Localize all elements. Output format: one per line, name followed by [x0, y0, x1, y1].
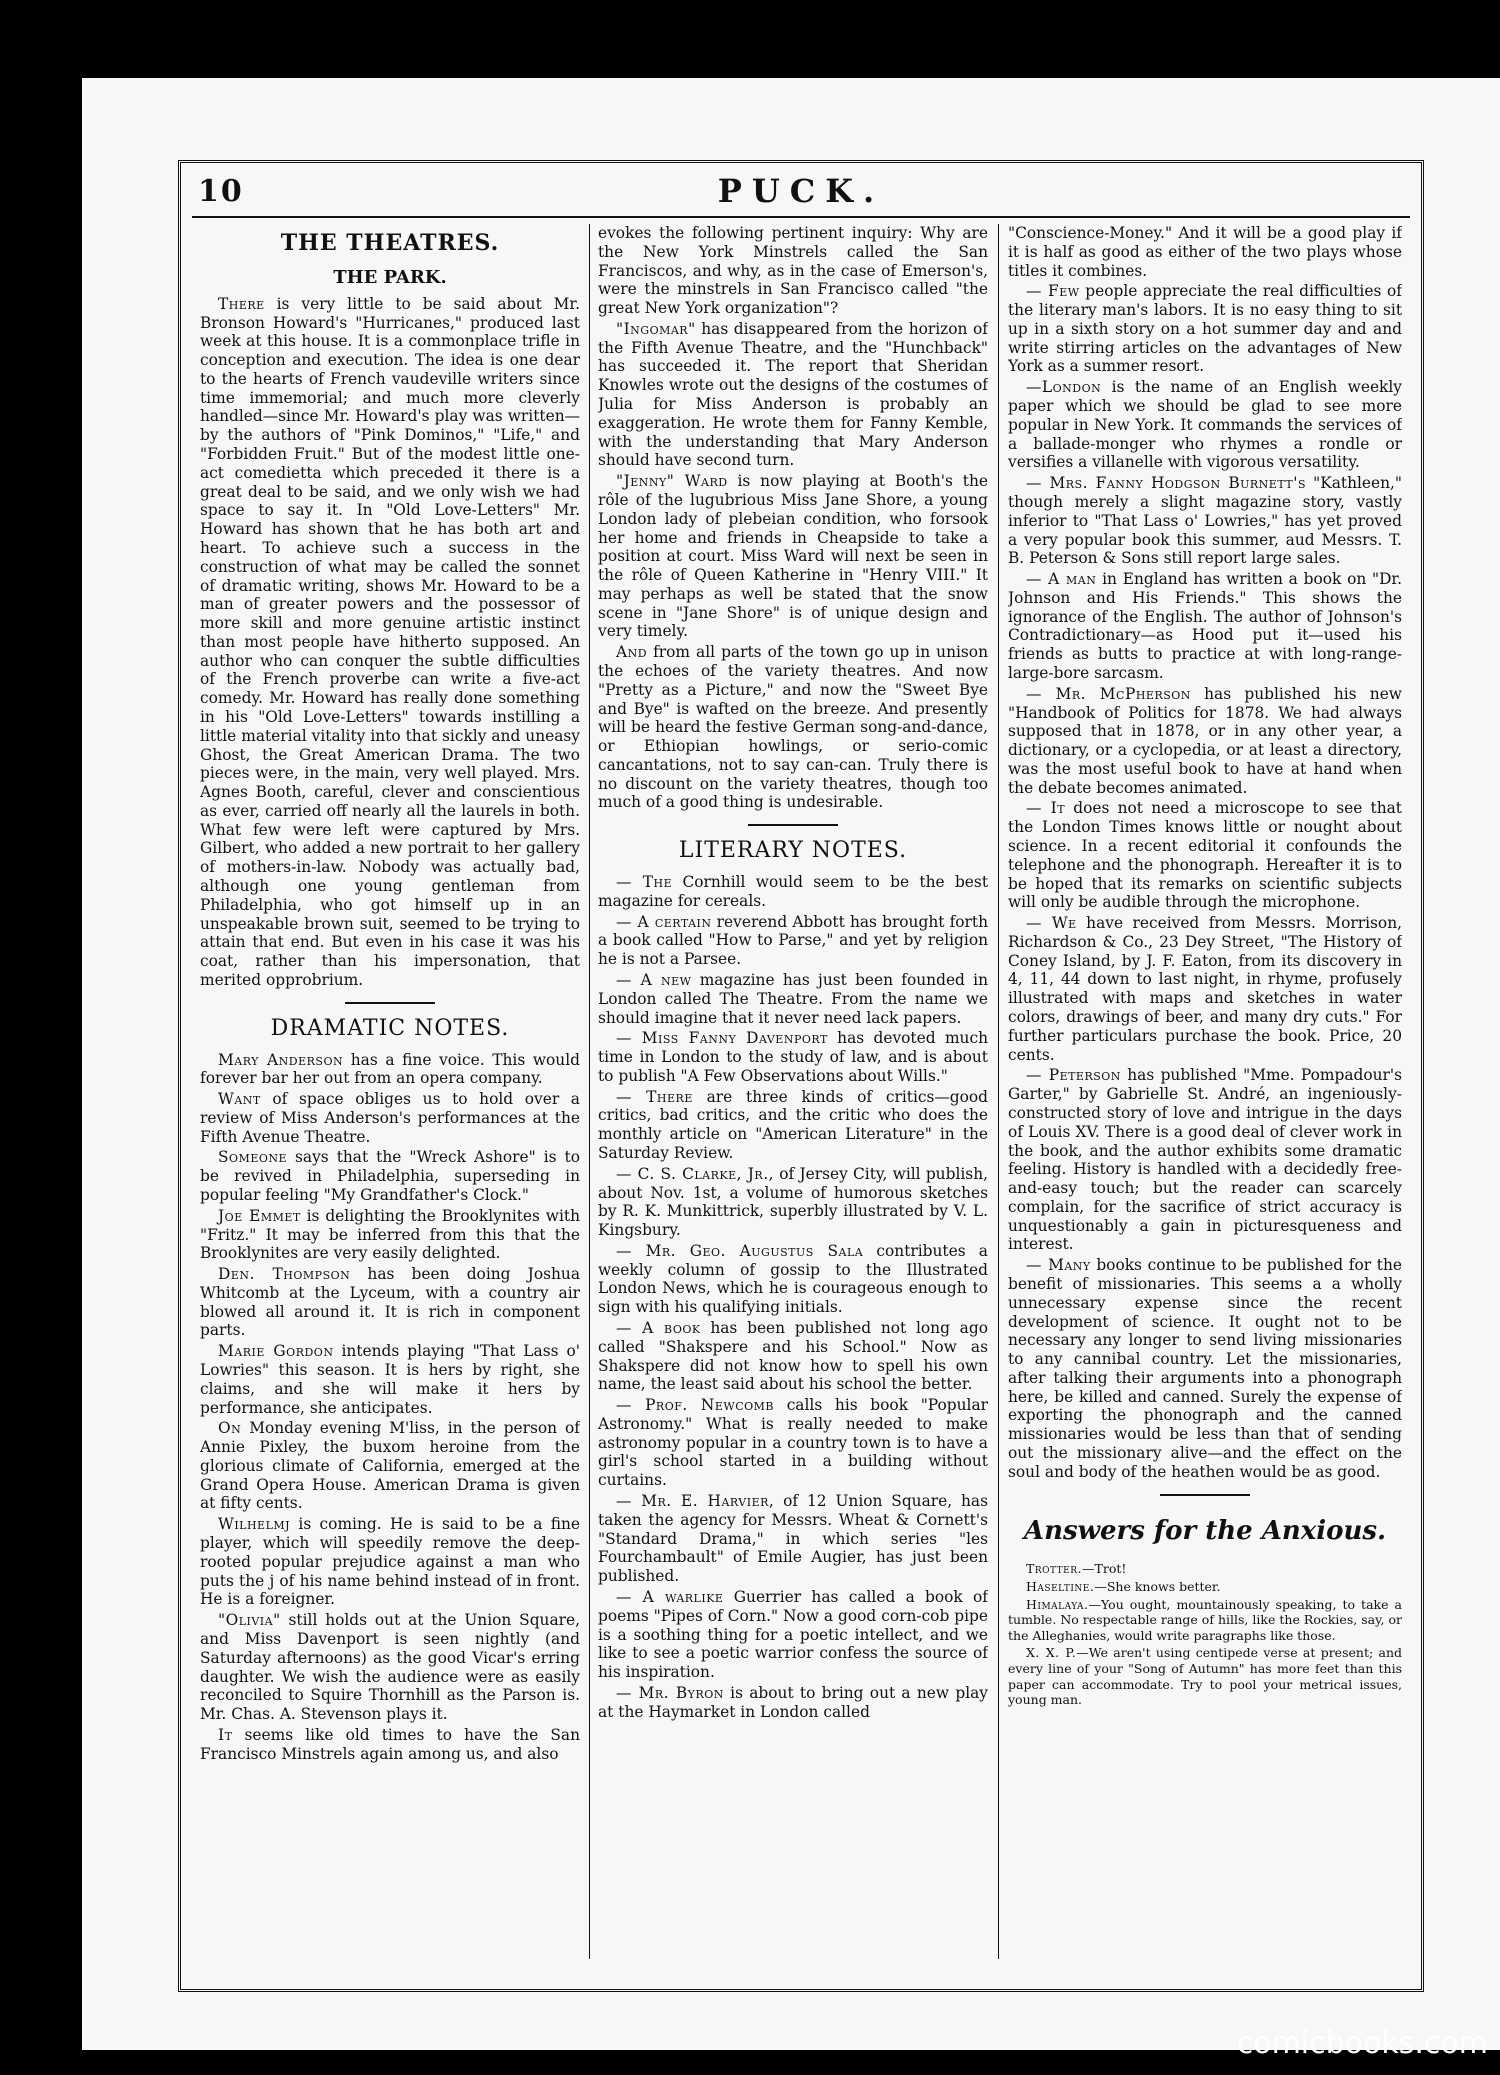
note-paragraph [200, 1207, 580, 1263]
paragraph-text: from all parts of the town go up in unison the echoes of the variety theatres. And now "Pretty as a Picture," and now the "Sweet Bye and Bye" is wafted on the breeze. And presently will be heard the festive German song-and-dance, or Ethiopian howlings, or serio-comic cancantations, not to say can-can. Truly there is no discount on the variety theatres, though too much of a good thing is undesirable. [598, 643, 988, 812]
lead-word: Want [218, 1090, 261, 1109]
note-text: calls his book "Popular Astronomy." What is really needed to make astronomy popular in a country town is to have a girl's school started in a building without curtains. [598, 1396, 988, 1490]
lead-word: — Prof. Newcomb [616, 1396, 775, 1415]
lead-word: — It [1026, 799, 1066, 818]
paragraph-text: is the name of an English weekly paper which we should be glad to see more popular in New York. It commands the services of a ballade-monger who rhymes a rondle or versifies a villanelle with vigorous versatility. [1008, 378, 1402, 472]
note-paragraph [598, 1492, 988, 1586]
answer-name: Trotter. [1026, 1561, 1082, 1577]
note-paragraph [1008, 570, 1402, 683]
column-3 [1008, 224, 1402, 1959]
note-paragraph [598, 320, 988, 470]
column-1 [200, 224, 580, 1959]
note-paragraph [200, 1148, 580, 1204]
answer-item [1008, 1579, 1402, 1595]
answer-name: Himalaya. [1026, 1596, 1089, 1612]
note-paragraph [200, 1611, 580, 1724]
note-paragraph [1008, 1256, 1402, 1481]
column-divider [998, 224, 999, 1959]
lead-word: — Mrs. Fanny Hodgson Burnett's [1026, 474, 1306, 493]
paragraph-text: in England has written a book on "Dr. Johnson and His Friends." This shows the ignorance of the English. The author of Johnson's Contradictionary—as Hood put it—used his friends as butts to practice at with long-range-large-bore sarcasm. [1008, 570, 1402, 682]
note-text: intends playing "That Lass o' Lowries" this season. It is hers by right, she claims, and she will make it hers by performance, she anticipates. [200, 1342, 580, 1417]
note-paragraph [598, 472, 988, 641]
note-paragraph [598, 971, 988, 1027]
note-paragraph [598, 1396, 988, 1490]
lead-word: — The [616, 873, 673, 892]
lead-word: — Many [1026, 1256, 1091, 1275]
note-text: is coming. He is said to be a fine player, which will speedily remove the deep-rooted popular prejudice against a man who puts the j of his name behind instead of in front. He is a foreigner. [200, 1515, 580, 1609]
note-text: magazine has just been founded in London called The Theatre. From the name we should imagine that it never need lack papers. [598, 970, 988, 1027]
lead-word: — Mr. Byron [616, 1683, 724, 1702]
note-text: is about to bring out a new play at the Haymarket in London called [598, 1683, 988, 1721]
note-paragraph [1008, 474, 1402, 568]
lead-word: — A man [1026, 570, 1097, 589]
answer-item [1008, 1597, 1402, 1644]
paragraph-text: books continue to be published for the benefit of missionaries. This seems a a wholly unnecessary expense since the recent development of science. It ought not to be necessary any longer to send living missionaries to any cannibal country. Let the missionaries, after talking their arguments into a phonograph here, be killed and canned. Surely the expense of exporting the phonograph and the canned missionaries would be less than that of sending out the missionary alive—and the effect on the soul and body of the heathen would be as good. [1008, 1256, 1402, 1481]
note-paragraph [200, 1090, 580, 1146]
lead-word: And [616, 643, 648, 662]
answers-heading: Answers for the Anxious. [1023, 1515, 1387, 1546]
paragraph-text: "Kathleen," though merely a slight magazine story, vastly inferior to "That Lass o' Lowries," has yet proved a very popular book this summer, aud Messrs. T. B. Peterson & Sons still report large sales. [1008, 474, 1402, 568]
note-text: seems like old times to have the San Francisco Minstrels again among us, and also [200, 1725, 580, 1763]
note-text: reverend Abbott has brought forth a book called "How to Parse," and yet by religion he is not a Parsee. [598, 912, 988, 969]
park-heading: THE PARK. [333, 266, 447, 288]
note-paragraph [1008, 378, 1402, 472]
lead-word: — There [616, 1087, 693, 1106]
section-separator [1160, 1494, 1250, 1496]
answer-name: Haseltine. [1026, 1578, 1095, 1594]
note-paragraph [200, 1342, 580, 1417]
park-article [200, 295, 580, 990]
lead-word: —London [1026, 378, 1102, 397]
answer-item [1008, 1561, 1402, 1577]
theatres-heading: THE THEATRES. [280, 230, 500, 256]
lead-word: — A book [616, 1319, 701, 1338]
site-watermark: comicbooks.com [1236, 2026, 1488, 2061]
lead-word: There [218, 294, 265, 313]
note-paragraph [200, 1051, 580, 1089]
lead-word: On [218, 1419, 242, 1438]
note-paragraph [1008, 799, 1402, 912]
lead-word: Someone [218, 1148, 288, 1167]
lead-word: "Ingomar" [616, 319, 696, 338]
note-text: is delighting the Brooklynites with "Fritz." It may be inferred from this that the Brooklynites are very easily delighted. [200, 1206, 580, 1263]
note-paragraph [598, 1242, 988, 1317]
paragraph-text: has disappeared from the horizon of the Fifth Avenue Theatre, and the "Hunchback" has succeeded it. The report that Sheridan Knowles wrote out the designs of the costumes of Julia for Miss Anderson is probably an exaggeration. He wrote them for Fanny Kemble, with the understanding that Mary Anderson should have second turn. [598, 319, 988, 470]
lead-word: — Mr. McPherson [1026, 684, 1191, 703]
masthead-title: PUCK. [717, 172, 885, 210]
paragraph-text: have received from Messrs. Morrison, Richardson & Co., 23 Dey Street, "The History of Coney Island, by J. F. Eaton, from its discovery in 4, 11, 44 down to last night, in rhyme, profusely illustrated with maps and sketches in water colors, drawings of beer, and many dry cuts." For further particulars purchase the book. Price, 20 cents. [1008, 914, 1402, 1064]
continued-paragraph [1008, 224, 1402, 280]
answer-name: X. X. P. [1026, 1645, 1077, 1661]
lead-word: — C. S. Clarke, Jr., [616, 1164, 775, 1183]
page-header [192, 172, 1410, 218]
literary-notes-heading: LITERARY NOTES. [678, 838, 908, 864]
lead-word: — A new [616, 970, 692, 989]
lead-word: Wilhelmj [218, 1515, 291, 1534]
note-text: has a fine voice. This would forever bar her out from an opera company. [200, 1050, 580, 1088]
answer-text: —Trot! [1082, 1561, 1127, 1577]
lead-word: "Jenny" Ward [616, 472, 728, 491]
note-paragraph [200, 1726, 580, 1764]
lead-word: — Mr. E. Harvier, [616, 1492, 775, 1511]
lead-word: — Mr. Geo. Augustus Sala [616, 1241, 864, 1260]
answer-text: —She knows better. [1094, 1578, 1221, 1594]
paragraph-text: "Conscience-Money." And it will be a good play if it is half as good as either of the two plays whose titles it combines. [1008, 224, 1402, 280]
lead-word: Marie Gordon [218, 1342, 334, 1361]
note-paragraph [598, 1684, 988, 1722]
paragraph-text: has published his new "Handbook of Politics for 1878. We had always supposed that in 1878, or in any other year, a dictionary, or a cyclopedia, or at least a directory, was the most useful book to have at hand when the debate becomes animated. [1008, 684, 1402, 797]
note-text: of space obliges us to hold over a review of Miss Anderson's performances at the Fifth Avenue Theatre. [200, 1090, 580, 1146]
note-paragraph [200, 1419, 580, 1513]
paragraph-text: is now playing at Booth's the rôle of the lugubrious Miss Jane Shore, a young London lady of plebeian condition, who forsook her home and friends in Cheapside to take a position at court. Miss Ward will next be seen in the rôle of Queen Katherine in "Henry VIII." It may perhaps as well be stated that the snow scene in "Jane Shore" is of unique design and very timely. [598, 472, 988, 641]
note-paragraph [200, 1265, 580, 1340]
lead-word: Mary Anderson [218, 1050, 344, 1069]
note-text: are three kinds of critics—good critics, bad critics, and the critic who does the monthly article on "American Literature" in the Saturday Review. [598, 1087, 988, 1162]
lead-word: — Peterson [1026, 1066, 1121, 1085]
lead-word: Joe Emmet [218, 1206, 301, 1225]
note-text: Monday evening M'liss, in the person of Annie Pixley, the buxom heroine from the glorious climate of California, emerged at the Grand Opera House. American Drama is given at fifty cents. [200, 1419, 580, 1513]
dramatic-notes-heading: DRAMATIC NOTES. [270, 1015, 510, 1041]
column-2 [598, 224, 988, 1959]
lead-word: "Olivia" [218, 1611, 281, 1630]
note-paragraph [1008, 282, 1402, 376]
note-paragraph [598, 1588, 988, 1682]
note-paragraph [598, 1088, 988, 1163]
note-text: of 12 Union Square, has taken the agency for Messrs. Wheat & Cornett's "Standard Drama," in which series "les Fourchambault" of Emile Augier, has just been published. [598, 1492, 988, 1586]
note-paragraph [598, 1319, 988, 1394]
section-separator [345, 1002, 435, 1004]
note-paragraph [598, 643, 988, 812]
lead-word: Den. Thompson [218, 1265, 351, 1284]
note-paragraph [598, 913, 988, 969]
lead-word: — Miss Fanny Davenport [616, 1029, 828, 1048]
lead-word: — Few [1026, 282, 1080, 301]
section-separator [748, 824, 838, 826]
lead-word: — A certain [616, 912, 712, 931]
note-text: has been published not long ago called "Shakspere and his School." Now as Shakspere did not know how to spell his own name, the least said about his school the better. [598, 1319, 988, 1394]
note-paragraph [598, 873, 988, 911]
lead-word: — A warlike [616, 1587, 724, 1606]
answer-text: —We aren't using centipede verse at present; and every line of your "Song of Autumn" has more feet than this paper can accommodate. Try to pool your metrical issues, young man. [1008, 1645, 1402, 1708]
note-text: of Jersey City, will publish, about Nov. 1st, a volume of humorous sketches by R. K. Munkittrick, superbly illustrated by V. L. Kingsbury. [598, 1164, 988, 1240]
answers-list [1008, 1561, 1402, 1708]
paragraph-text: has published "Mme. Pompadour's Garter," by Gabrielle St. André, an ingeniously-constructed story of love and intrigue in the days of Louis XV. There is a good deal of clever work in the book, and the author exhibits some dramatic feeling. History is handled with a decidedly free-and-easy touch; but the reader can scarcely complain, for the sacrifice of strict accuracy is unquestionably a gain in picturesqueness and interest. [1008, 1066, 1402, 1254]
continued-paragraph [598, 224, 988, 318]
paragraph-text: does not need a microscope to see that the London Times knows little or nought about science. In a recent editorial it confounds the telephone and the phonograph. Hereafter it is to be hoped that its remarks on scientific subjects will only be audible through the microphone. [1008, 799, 1402, 912]
note-paragraph [200, 1515, 580, 1609]
paragraph-text: evokes the following pertinent inquiry: Why are the New York Minstrels called the San Franciscos, and why, as in the case of Emerson's, were the minstrels in San Francisco called "the great New York organization"? [598, 224, 988, 318]
note-paragraph [1008, 685, 1402, 798]
note-paragraph [1008, 1066, 1402, 1254]
lead-word: It [218, 1725, 233, 1744]
note-text: still holds out at the Union Square, and Miss Davenport is seen nightly (and Saturday afternoons) as the good Vicar's erring daughter. We wish the audience were as easily reconciled to Squire Thornhill as the Parson is. Mr. Chas. A. Stevenson plays it. [200, 1611, 580, 1724]
page-number: 10 [198, 174, 244, 209]
answer-item [1008, 1645, 1402, 1708]
note-text: Cornhill would seem to be the best magazine for cereals. [598, 873, 988, 910]
note-text: contributes a weekly column of gossip to the Illustrated London News, which he is courageous enough to sign with his qualifying initials. [598, 1241, 988, 1317]
answer-text: —You ought, mountainously speaking, to take a tumble. No respectable range of hills, like the Rockies, say, or the Alleghanies, would write paragraphs like those. [1008, 1596, 1402, 1643]
note-paragraph [1008, 914, 1402, 1064]
note-text: has devoted much time in London to the study of law, and is about to publish "A Few Observations about Wills." [598, 1029, 988, 1085]
lead-word: — We [1026, 914, 1077, 933]
note-text: has been doing Joshua Whitcomb at the Lyceum, with a country air blowed all around it. It is rich in component parts. [200, 1265, 580, 1340]
article-text: is very little to be said about Mr. Bronson Howard's "Hurricanes," produced last week at this house. It is a commonplace trifle in conception and execution. The idea is one dear to the hearts of French vaudeville writers since time immemorial; and much more cleverly handled—since Mr. Howard's play was written—by the authors of "Pink Dominos," "Life," and "Forbidden Fruit." But of the modest little one-act comedietta which preceded it there is a great deal to be said, and we only wish we had space to say it. In "Old Love-Letters" Mr. Howard has shown that he has both art and heart. To achieve such a success in the construction of what may be called the sonnet of dramatic writing, shows Mr. Howard to be a man of greater powers and the possessor of more skill and more genuine artistic instinct than most people have hitherto supposed. An author who can conquer the subtle difficulties of the French proverbe can write a five-act comedy. Mr. Howard has really done something in his "Old Love-Letters" towards instilling a little material vitality into that sickly and uneasy Ghost, the Great American Drama. The two pieces were, in the main, very well played. Mrs. Agnes Booth, careful, clever and conscientious as ever, carried off nearly all the laurels in both. What few were left were captured by Mrs. Gilbert, who added a new portrait to her gallery of mothers-in-law. Nobody was actually bad, although one young gentleman from Philadelphia, who got himself up in an unspeakable brown suit, seemed to be trying to attain that end. But even in his case it was his coat, rather than his impersonation, that merited opprobrium. [200, 294, 580, 989]
note-paragraph [598, 1165, 988, 1240]
paragraph-text: people appreciate the real difficulties of the literary man's labors. It is no easy thing to sit up in a sixth story on a hot summer day and and write stirring articles on the advantages of New York as a summer resort. [1008, 282, 1402, 376]
note-text: says that the "Wreck Ashore" is to be revived in Philadelphia, superseding in popular feeling "My Grandfather's Clock." [200, 1148, 580, 1204]
note-text: Guerrier has called a book of poems "Pipes of Corn." Now a good corn-cob pipe is a soothing thing for a poetic intellect, and we like to see a poetic warrior confess the source of his inspiration. [598, 1587, 988, 1682]
column-divider [589, 224, 590, 1959]
note-paragraph [598, 1029, 988, 1085]
